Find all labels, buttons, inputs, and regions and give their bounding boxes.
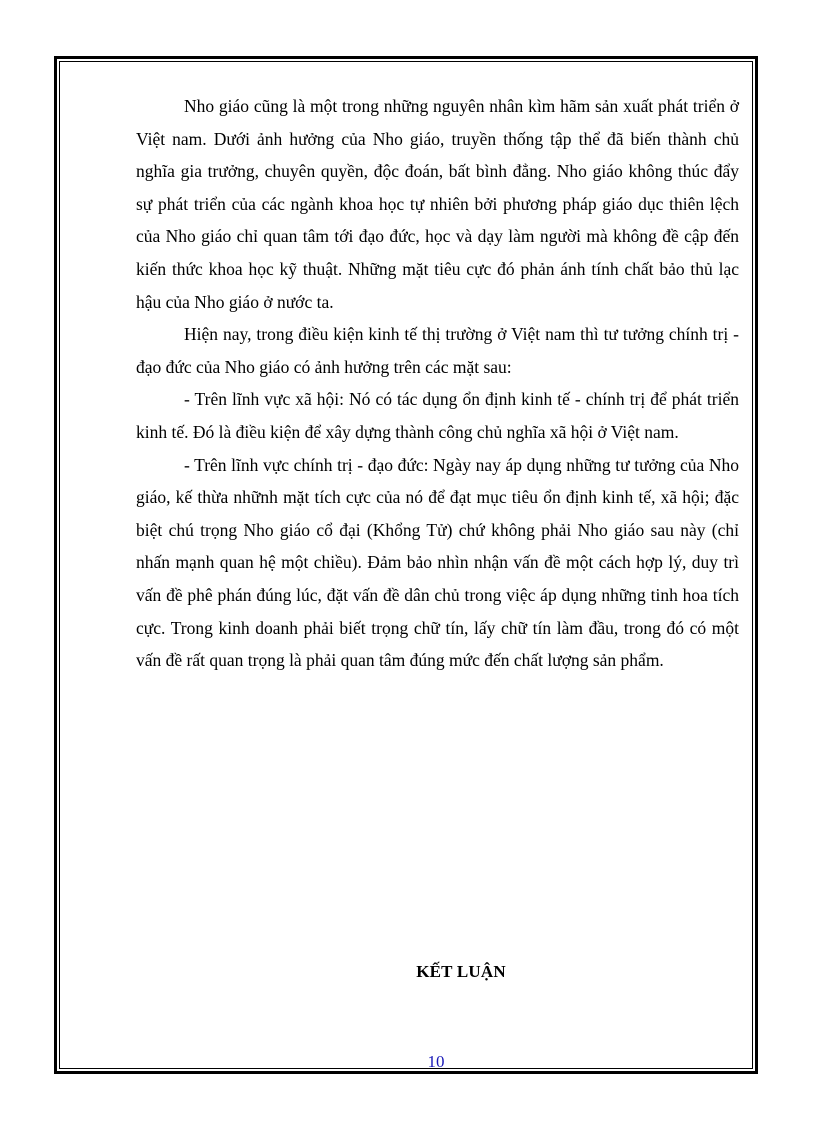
body-text: [136, 90, 739, 677]
paragraph-market-economy-intro: Hiện nay, trong điều kiện kinh tế thị trường ở Việt nam thì tư tưởng chính trị - đạo đức của Nho giáo có ảnh hưởng trên các mặt sau:: [136, 324, 739, 377]
page-number: 10: [427, 1052, 445, 1071]
paragraph-social-field: - Trên lĩnh vực xã hội: Nó có tác dụng ổn định kinh tế - chính trị để phát triển kinh tế. Đó là điều kiện để xây dựng thành công chủ nghĩa xã hội ở Việt nam.: [136, 389, 739, 442]
paragraph-political-ethical-field: - Trên lĩnh vực chính trị - đạo đức: Ngày nay áp dụng những tư tưởng của Nho giáo, kế thừa nhữnh mặt tích cực của nó để đạt mục tiêu ổn định kinh tế, xã hội; đặc biệt chú trọng Nho giáo cổ đại (Khổng Tử) chứ không phải Nho giáo sau này (chỉ nhấn mạnh quan hệ một chiều). Đảm bảo nhìn nhận vấn đề một cách hợp lý, duy trì vấn đề phê phán đúng lúc, đặt vấn đề dân chủ trong việc áp dụng những tinh hoa tích cực. Trong kinh doanh phải biết trọng chữ tín, lấy chữ tín làm đầu, trong đó có một vấn đề rất quan trọng là phải quan tâm đúng mức đến chất lượng sản phẩm.: [136, 454, 739, 671]
section-heading-conclusion: KẾT LUẬN: [416, 962, 506, 981]
paragraph-nho-giao-limitations: Nho giáo cũng là một trong những nguyên nhân kìm hãm sản xuất phát triển ở Việt nam. Dưới ảnh hưởng của Nho giáo, truyền thống tập thể đã biến thành chủ nghĩa gia trưởng, chuyên quyền, độc đoán, bất bình đẳng. Nho giáo không thúc đẩy sự phát triển của các ngành khoa học tự nhiên bởi phương pháp giáo dục thiên lệch của Nho giáo chỉ quan tâm tới đạo đức, học và dạy làm người mà không đề cập đến kiến thức khoa học kỹ thuật. Những mặt tiêu cực đó phản ánh tính chất bảo thủ lạc hậu của Nho giáo ở nước ta.: [136, 96, 739, 312]
